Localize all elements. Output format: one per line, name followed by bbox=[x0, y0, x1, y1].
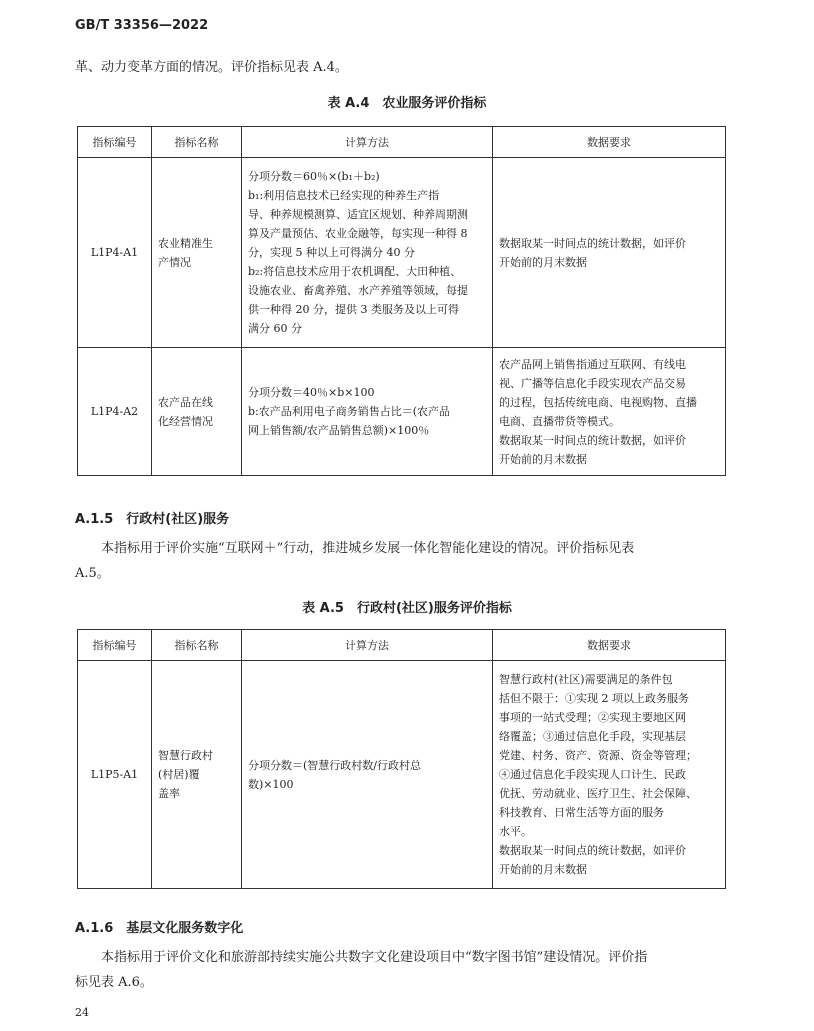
indicator-name bbox=[152, 348, 242, 476]
header-method: 计算方法 bbox=[242, 630, 493, 661]
requirement-line: 开始前的月末数据 bbox=[499, 863, 587, 876]
method-line: 分，实现 5 种以上可得满分 40 分 bbox=[248, 246, 415, 259]
data-requirement bbox=[493, 348, 726, 476]
section-heading-a15: A.1.5 行政村(社区)服务 bbox=[75, 512, 230, 527]
section-a15-text: A.5。 bbox=[75, 566, 110, 581]
section-heading-a16: A.1.6 基层文化服务数字化 bbox=[75, 921, 244, 936]
header-code: 指标编号 bbox=[78, 127, 152, 158]
name-line: 农业精准生 bbox=[158, 236, 213, 250]
calc-method bbox=[242, 661, 493, 889]
requirement-line: 智慧行政村(社区)需要满足的条件包 bbox=[499, 673, 673, 686]
requirement-line: 事项的一站式受理；②实现主要地区网 bbox=[499, 711, 686, 724]
requirement-line: 农产品网上销售指通过互联网、有线电 bbox=[499, 357, 686, 371]
name-line: (村居)覆 bbox=[158, 768, 200, 781]
requirement-line: 优抚、劳动就业、医疗卫生、社会保障、 bbox=[499, 787, 697, 800]
header-name: 指标名称 bbox=[152, 127, 242, 158]
calc-method bbox=[242, 158, 493, 348]
table-row bbox=[78, 158, 726, 348]
method-line: b₁:利用信息技术已经实现的种养生产指 bbox=[248, 189, 440, 202]
header-name: 指标名称 bbox=[152, 630, 242, 661]
requirement-line: 电商、直播带货等模式。 bbox=[499, 414, 620, 428]
requirement-line: 党建、村务、资产、资源、资金等管理； bbox=[499, 749, 697, 762]
page-number: 24 bbox=[75, 1006, 89, 1019]
calc-method bbox=[242, 348, 493, 476]
section-a15-text: 本指标用于评价实施“互联网＋”行动，推进城乡发展一体化智能化建设的情况。评价指标见表 bbox=[101, 541, 635, 556]
requirement-line: 络覆盖；③通过信息化手段，实现基层 bbox=[499, 730, 686, 743]
table-row bbox=[78, 661, 726, 889]
table-row bbox=[78, 348, 726, 476]
method-line: 满分 60 分 bbox=[248, 322, 302, 335]
indicator-name bbox=[152, 158, 242, 348]
section-a16-text: 标见表 A.6。 bbox=[75, 975, 153, 990]
table-a4-caption: 表 A.4 农业服务评价指标 bbox=[327, 96, 487, 111]
method-line: 数)×100 bbox=[248, 777, 294, 791]
method-line: 分项分数＝60％×(b₁＋b₂) bbox=[248, 170, 380, 183]
requirement-line: 视、广播等信息化手段实现农产品交易 bbox=[499, 376, 686, 390]
indicator-name bbox=[152, 661, 242, 889]
requirement-line: 开始前的月末数据 bbox=[499, 452, 587, 466]
method-line: b:农产品利用电子商务销售占比＝(农产品 bbox=[248, 405, 451, 418]
method-line: 分项分数＝40％×b×100 bbox=[248, 386, 375, 399]
intro-text: 革、动力变革方面的情况。评价指标见表 A.4。 bbox=[75, 60, 348, 75]
method-line: 供一种得 20 分，提供 3 类服务及以上可得 bbox=[248, 303, 459, 316]
method-line: b₂:将信息技术应用于农机调配、大田种植、 bbox=[248, 265, 462, 278]
section-a16-text: 本指标用于评价文化和旅游部持续实施公共数字文化建设项目中“数字图书馆”建设情况。评价指 bbox=[101, 950, 648, 965]
table-a5-caption: 表 A.5 行政村(社区)服务评价指标 bbox=[302, 601, 512, 616]
indicator-code: L1P5-A1 bbox=[78, 661, 152, 889]
requirement-line: 数据取某一时间点的统计数据，如评价 bbox=[499, 433, 686, 447]
indicator-code: L1P4-A1 bbox=[78, 158, 152, 348]
name-line: 盖率 bbox=[158, 787, 180, 800]
name-line: 化经营情况 bbox=[158, 414, 213, 428]
header-requirement: 数据要求 bbox=[493, 630, 726, 661]
name-line: 产情况 bbox=[158, 255, 191, 269]
method-line: 算及产量预估、农业金融等，每实现一种得 8 bbox=[248, 227, 468, 240]
requirement-line: 开始前的月末数据 bbox=[499, 255, 587, 269]
requirement-line: 科技教育、日常生活等方面的服务 bbox=[499, 806, 664, 819]
table-header-row bbox=[78, 630, 726, 661]
standard-number: GB/T 33356—2022 bbox=[75, 18, 209, 33]
requirement-line: 数据取某一时间点的统计数据，如评价 bbox=[499, 236, 686, 250]
table-header-row bbox=[78, 127, 726, 158]
data-requirement bbox=[493, 661, 726, 889]
header-requirement: 数据要求 bbox=[493, 127, 726, 158]
requirement-line: ④通过信息化手段实现人口计生、民政 bbox=[499, 768, 686, 781]
method-line: 分项分数＝(智慧行政村数/行政村总 bbox=[248, 758, 421, 772]
method-line: 设施农业、畜禽养殖、水产养殖等领域，每提 bbox=[248, 284, 468, 297]
method-line: 导、种养规模测算、适宜区规划、种养周期测 bbox=[248, 208, 468, 221]
table-a5 bbox=[77, 629, 726, 889]
requirement-line: 括但不限于：①实现 2 项以上政务服务 bbox=[499, 692, 689, 705]
requirement-line: 水平。 bbox=[499, 825, 532, 838]
name-line: 智慧行政村 bbox=[158, 749, 213, 762]
method-line: 网上销售额/农产品销售总额)×100％ bbox=[248, 424, 430, 437]
header-code: 指标编号 bbox=[78, 630, 152, 661]
requirement-line: 数据取某一时间点的统计数据，如评价 bbox=[499, 844, 686, 857]
table-a4 bbox=[77, 126, 726, 476]
requirement-line: 的过程，包括传统电商、电视购物、直播 bbox=[499, 395, 697, 409]
name-line: 农产品在线 bbox=[158, 395, 213, 409]
header-method: 计算方法 bbox=[242, 127, 493, 158]
indicator-code: L1P4-A2 bbox=[78, 348, 152, 476]
data-requirement bbox=[493, 158, 726, 348]
